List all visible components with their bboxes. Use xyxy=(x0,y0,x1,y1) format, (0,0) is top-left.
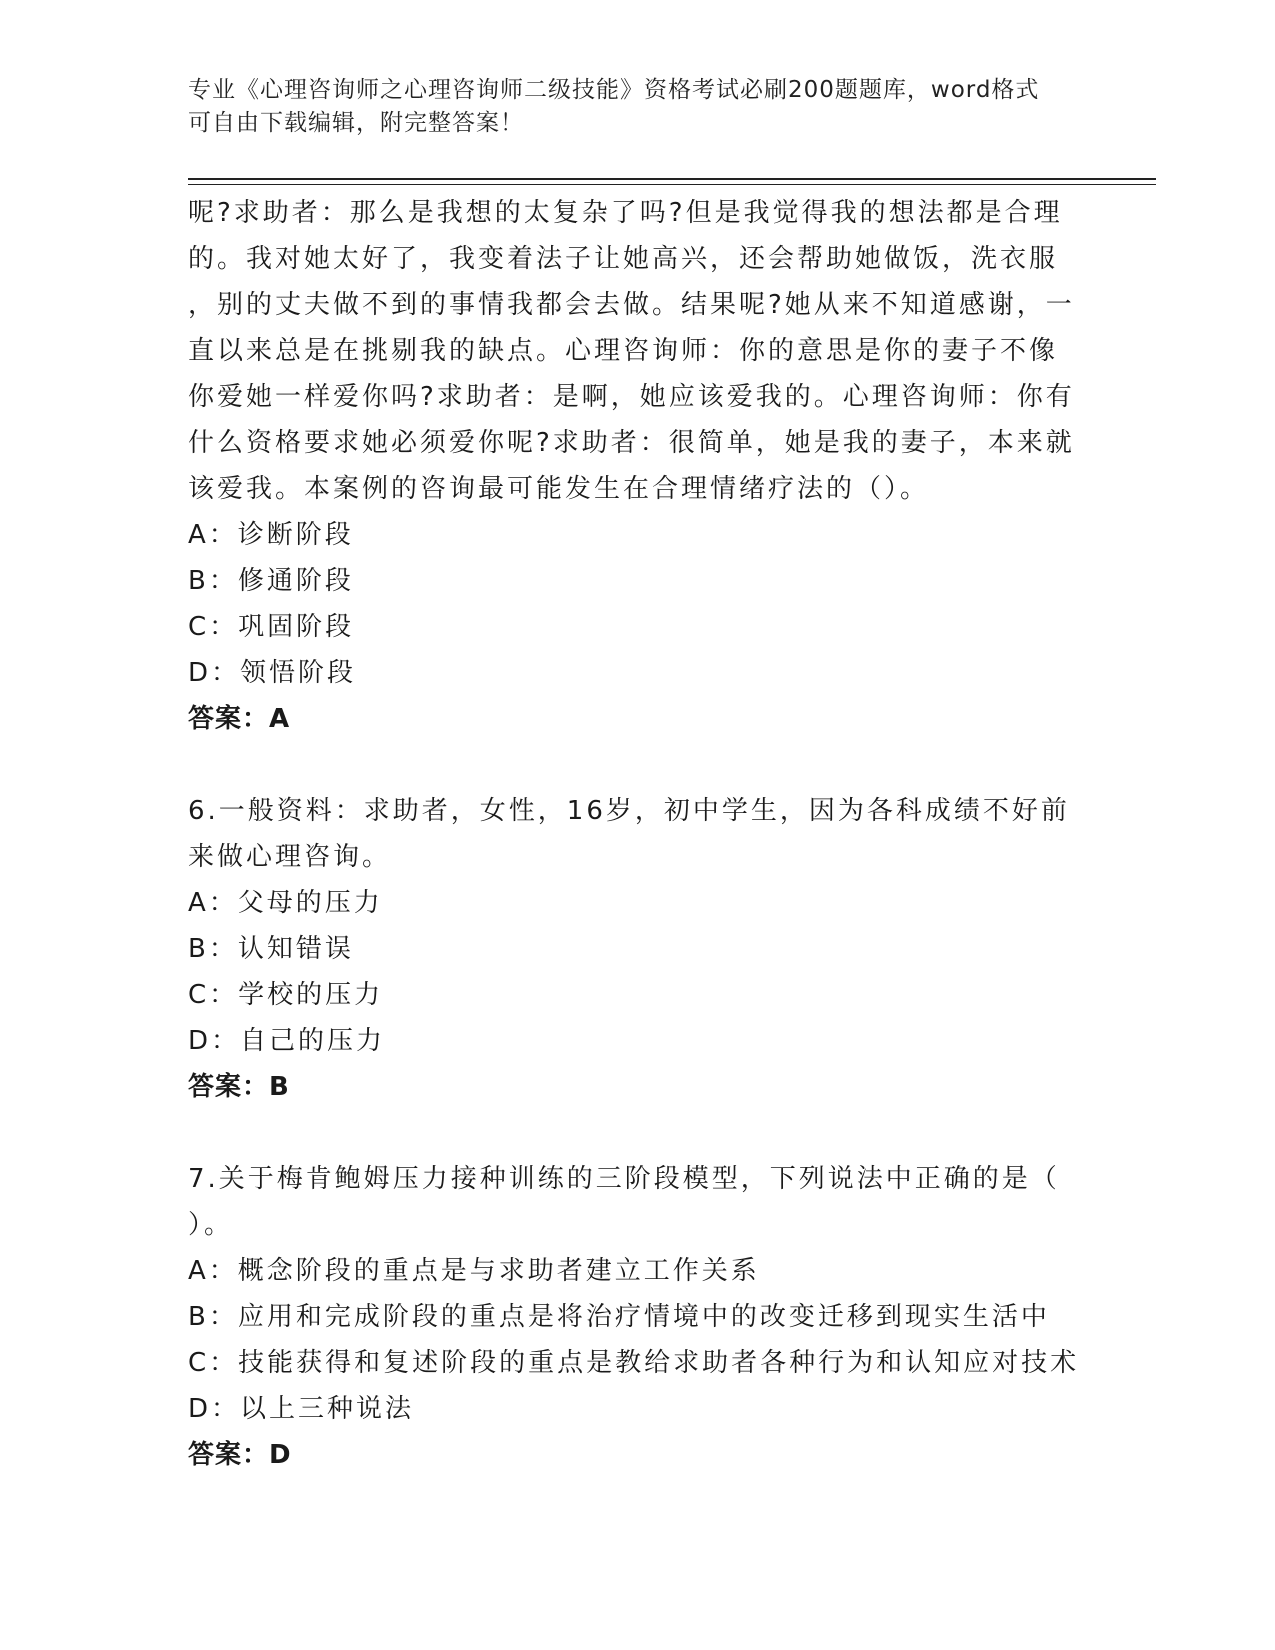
option-d: D：以上三种说法 xyxy=(188,1394,415,1424)
question-stem-line: 6.一般资料：求助者，女性，16岁，初中学生，因为各科成绩不好前 xyxy=(188,796,1070,826)
question-stem-line: 你爱她一样爱你吗?求助者：是啊，她应该爱我的。心理咨询师：你有 xyxy=(188,382,1075,412)
document-header xyxy=(188,74,1068,140)
option-c: C：学校的压力 xyxy=(188,980,384,1010)
option-a: A：概念阶段的重点是与求助者建立工作关系 xyxy=(188,1256,760,1286)
option-b: B：修通阶段 xyxy=(188,566,354,596)
option-c: C：巩固阶段 xyxy=(188,612,355,642)
option-d: D：领悟阶段 xyxy=(188,658,357,688)
question-stem-line: 呢?求助者：那么是我想的太复杂了吗?但是我觉得我的想法都是合理 xyxy=(188,198,1063,228)
question-stem-line: 来做心理咨询。 xyxy=(188,842,392,872)
spacer xyxy=(188,1110,1088,1156)
header-rule-thick xyxy=(188,178,1156,180)
option-d: D：自己的压力 xyxy=(188,1026,386,1056)
option-b: B：应用和完成阶段的重点是将治疗情境中的改变迁移到现实生活中 xyxy=(188,1302,1050,1332)
option-c: C：技能获得和复述阶段的重点是教给求助者各种行为和认知应对技术 xyxy=(188,1348,1080,1378)
header-rule-thin xyxy=(188,184,1156,185)
question-content xyxy=(188,190,1088,1478)
option-a: A：诊断阶段 xyxy=(188,520,354,550)
spacer xyxy=(188,742,1088,788)
question-7 xyxy=(188,1156,1088,1478)
question-stem-line: 该爱我。本案例的咨询最可能发生在合理情绪疗法的（）。 xyxy=(188,474,930,504)
option-a: A：父母的压力 xyxy=(188,888,383,918)
option-b: B：认知错误 xyxy=(188,934,354,964)
answer-label: 答案：A xyxy=(188,704,291,734)
question-stem-line: 7.关于梅肯鲍姆压力接种训练的三阶段模型，下列说法中正确的是（ xyxy=(188,1164,1060,1194)
answer-label: 答案：B xyxy=(188,1072,290,1102)
question-5 xyxy=(188,190,1088,742)
question-stem-line: 直以来总是在挑剔我的缺点。心理咨询师：你的意思是你的妻子不像 xyxy=(188,336,1059,366)
answer-label: 答案：D xyxy=(188,1440,292,1470)
header-line-2: 可自由下载编辑，附完整答案！ xyxy=(188,110,524,136)
question-stem-line: ，别的丈夫做不到的事情我都会去做。结果呢?她从来不知道感谢，一 xyxy=(188,290,1075,320)
question-stem-line: 的。我对她太好了，我变着法子让她高兴，还会帮助她做饭，洗衣服 xyxy=(188,244,1059,274)
question-stem-line: ）。 xyxy=(188,1210,234,1240)
question-6 xyxy=(188,788,1088,1110)
header-line-1: 专业《心理咨询师之心理咨询师二级技能》资格考试必刷200题题库，word格式 xyxy=(188,77,1040,103)
question-stem-line: 什么资格要求她必须爱你呢?求助者：很简单，她是我的妻子，本来就 xyxy=(188,428,1075,458)
